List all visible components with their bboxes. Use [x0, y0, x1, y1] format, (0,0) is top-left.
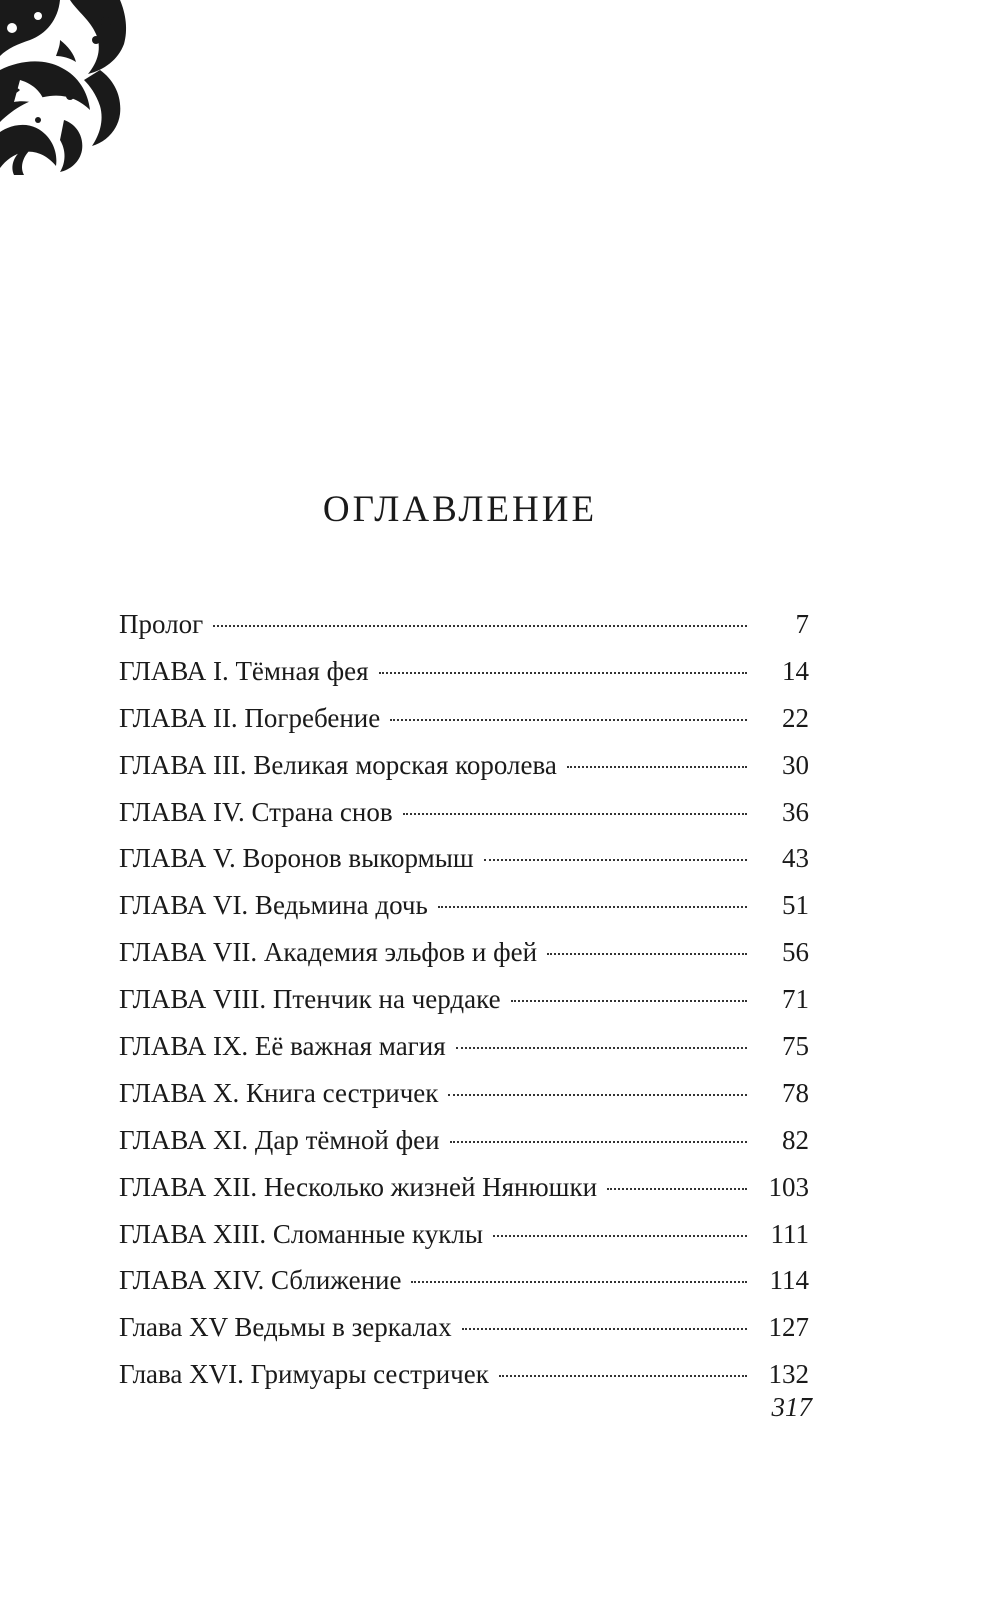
toc-entry-label: ГЛАВА IX. Её важная магия: [119, 1031, 446, 1062]
toc-entry: [119, 1311, 809, 1358]
toc-entry: [119, 842, 809, 889]
toc-entry: [119, 655, 809, 702]
dot-leader: [390, 719, 747, 721]
toc-entry-page: 78: [782, 1077, 809, 1108]
toc-entry-page: 75: [782, 1031, 809, 1062]
toc-entry: [119, 1218, 809, 1265]
dot-leader: [456, 1047, 747, 1049]
dot-leader: [438, 906, 747, 908]
toc-entry-label: ГЛАВА XII. Несколько жизней Нянюшки: [119, 1171, 598, 1202]
toc-entry: [119, 796, 809, 843]
dot-leader: [448, 1094, 747, 1096]
dot-leader: [213, 625, 747, 627]
toc-list: [119, 608, 809, 1405]
toc-entry-page: 71: [782, 984, 809, 1015]
toc-entry-label: ГЛАВА XIV. Сближение: [119, 1265, 402, 1296]
toc-entry: [119, 1077, 809, 1124]
toc-entry-label: ГЛАВА X. Книга сестричек: [119, 1077, 439, 1108]
toc-entry: [119, 608, 809, 655]
toc-entry: [119, 983, 809, 1030]
toc-entry: [119, 702, 809, 749]
dot-leader: [411, 1281, 747, 1283]
dot-leader: [462, 1328, 747, 1330]
page-number: 317: [771, 1392, 812, 1422]
toc-entry: [119, 889, 809, 936]
toc-entry-page: 132: [768, 1359, 809, 1390]
dot-leader: [484, 859, 747, 861]
toc-entry-page: 14: [782, 655, 809, 686]
toc-entry-label: ГЛАВА VIII. Птенчик на чердаке: [119, 984, 501, 1015]
corner-ornament-icon: [0, 0, 135, 175]
toc-entry-page: 43: [782, 843, 809, 874]
toc-entry-label: ГЛАВА VI. Ведьмина дочь: [119, 890, 428, 921]
dot-leader: [511, 1000, 747, 1002]
toc-entry-label: ГЛАВА V. Воронов выкормыш: [119, 843, 474, 874]
toc-entry-label: Глава XVI. Гримуары сестричек: [119, 1359, 489, 1390]
toc-entry-page: 56: [782, 937, 809, 968]
dot-leader: [379, 672, 748, 674]
toc-entry: [119, 1358, 809, 1405]
toc-entry-label: ГЛАВА XIII. Сломанные куклы: [119, 1218, 484, 1249]
dot-leader: [567, 766, 747, 768]
dot-leader: [450, 1141, 747, 1143]
toc-entry-label: ГЛАВА IV. Страна снов: [119, 796, 393, 827]
toc-entry-page: 7: [795, 609, 809, 639]
toc-entry-page: 51: [782, 890, 809, 921]
dot-leader: [607, 1188, 747, 1190]
toc-entry-label: ГЛАВА I. Тёмная фея: [119, 655, 369, 686]
toc-entry-page: 103: [768, 1171, 809, 1202]
toc-entry-page: 82: [782, 1124, 809, 1155]
toc-entry-page: 30: [782, 749, 809, 780]
dot-leader: [493, 1235, 747, 1237]
toc-entry-label: ГЛАВА VII. Академия эльфов и фей: [119, 937, 538, 968]
toc-entry-page: 114: [769, 1265, 809, 1296]
dot-leader: [547, 953, 747, 955]
toc-entry-label: ГЛАВА III. Великая морская королева: [119, 749, 557, 780]
toc-entry: [119, 1030, 809, 1077]
dot-leader: [403, 813, 747, 815]
toc-entry: [119, 1124, 809, 1171]
toc-entry-label: Глава XV Ведьмы в зеркалах: [119, 1312, 452, 1343]
toc-entry-label: Пролог: [119, 609, 204, 639]
toc-entry-page: 127: [768, 1312, 809, 1343]
toc-entry: [119, 1264, 809, 1311]
toc-entry-label: ГЛАВА II. Погребение: [119, 702, 381, 733]
toc-entry-page: 22: [782, 702, 809, 733]
toc-entry: [119, 936, 809, 983]
toc-entry-page: 111: [770, 1218, 809, 1249]
toc-entry-label: ГЛАВА XI. Дар тёмной феи: [119, 1124, 440, 1155]
page-title: ОГЛАВЛЕНИЕ: [322, 489, 598, 530]
toc-entry: [119, 1171, 809, 1218]
toc-entry: [119, 749, 809, 796]
toc-entry-page: 36: [782, 796, 809, 827]
dot-leader: [499, 1375, 747, 1377]
